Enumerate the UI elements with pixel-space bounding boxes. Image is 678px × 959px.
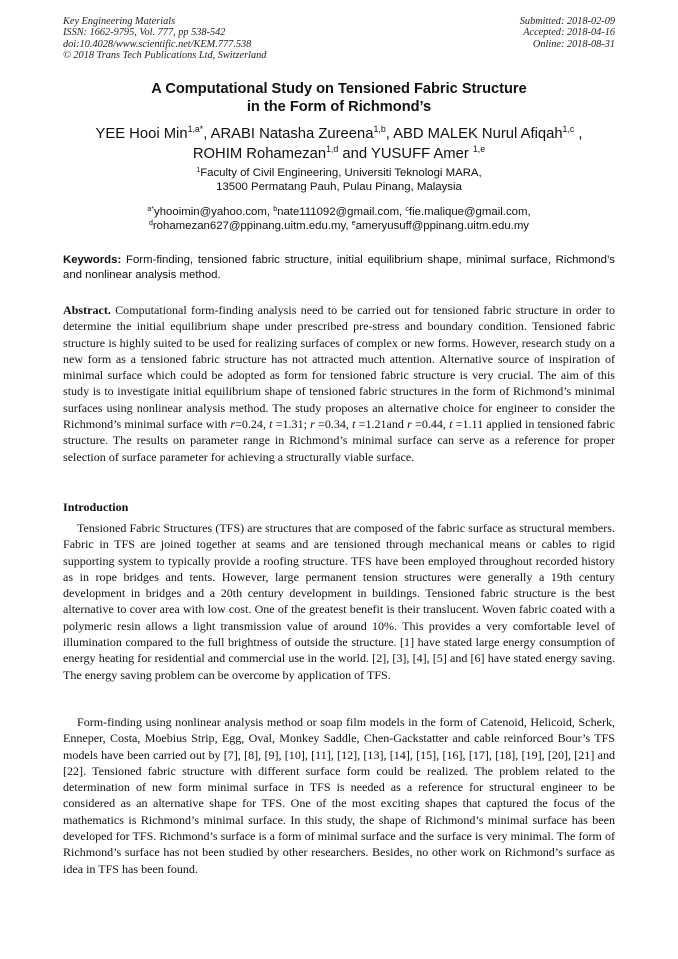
journal-info [63, 16, 266, 61]
intro-paragraph-2: Form-finding using nonlinear analysis method or soap film models in the form of Catenoid, Helicoid, Scherk, Enneper, Costa, Moebius Strip, Egg, Oval, Monkey Saddle, Chen-Gackstatter and cable reinforced Bour’s TFS models have been carried out by [7], [8], [9], [10], [11], [12], [13], [14], [15], [16], [17], [18], [19], [20], [21] and [22]. Tensioned fabric structure with different surface form could be realized. The problem related to the determination of new form minimal surface in TFS is needed as a reference for structural engineer to be considered as an alternative shape for TFS. One of the most exciting shapes that captured the focus of the mathematics is Richmond’s minimal surface. In this study, the shape of Richmond’s minimal surface has been developed for TFS. Richmond’s surface is a form of minimal surface and the surface is very minimal. The form of Richmond’s surface has not been studied by other researchers. Besides, no other work on Richmond’s surface as idea in TFS has been found. [63, 715, 615, 876]
param-value: =0.44, [411, 417, 450, 432]
author-sep: , [203, 126, 211, 142]
param-t: t [352, 417, 356, 432]
param-r: r [310, 417, 315, 432]
param-r: r [230, 417, 236, 432]
param-value: =1.31; [272, 417, 311, 432]
email-c[interactable]: fie.malique@gmail.com, [408, 206, 531, 218]
author-and: and [338, 146, 371, 162]
email-sup: e [351, 220, 356, 227]
keywords [63, 253, 615, 282]
author-name: YUSUFF Amer [370, 146, 473, 162]
doi-line: doi:10.4028/www.scientific.net/KEM.777.538 [63, 38, 252, 50]
copyright-line: © 2018 Trans Tech Publications Ltd, Switzerland [63, 49, 267, 61]
issn-line: ISSN: 1662-9795, Vol. 777, pp 538-542 [63, 27, 226, 39]
author-name: ABD MALEK Nurul Afiqah [393, 126, 563, 142]
paper-title [63, 80, 615, 116]
accepted-date: Accepted: 2018-04-16 [523, 27, 615, 39]
param-t: t [449, 417, 453, 432]
param-value: =0.34, [314, 417, 353, 432]
param-value: =1.21and [355, 417, 408, 432]
email-sup: d [148, 220, 153, 227]
author-sup: 1,a* [187, 124, 204, 134]
title-line-1: A Computational Study on Tensioned Fabric Structure [151, 81, 527, 97]
author-sup: 1,b [373, 124, 386, 134]
submitted-date: Submitted: 2018-02-09 [519, 16, 615, 27]
email-sup: b [273, 206, 278, 213]
author-name: ARABI Natasha Zureena [210, 126, 374, 142]
author-name: ROHIM Rohamezan [192, 146, 327, 162]
author-list [40, 124, 638, 164]
author-sup: 1,c [562, 124, 575, 134]
abstract-label: Abstract. [63, 303, 111, 317]
param-value: =0.24, [235, 417, 270, 432]
abstract [63, 302, 615, 465]
affiliation-line-1: Faculty of Civil Engineering, Universiti Teknologi MARA, [200, 167, 482, 179]
online-date: Online: 2018-08-31 [532, 38, 615, 50]
email-d[interactable]: rohamezan627@ppinang.uitm.edu.my, [152, 220, 352, 232]
affiliation-line-2: 13500 Permatang Pauh, Pulau Pinang, Malaysia [216, 181, 462, 193]
author-sep: , [385, 126, 394, 142]
email-list [63, 205, 615, 233]
journal-name: Key Engineering Materials [63, 16, 176, 27]
intro-paragraph-1: Tensioned Fabric Structures (TFS) are structures that are composed of the fabric surface as structural members. Fabric in TFS are joined together at seams and are tensioned through mechanical means or cables to rigid supporting system to typically provide a roofing structure. TFS have been employed throughout recorded history as in rope bridges and tents. However, large permanent tension structures were generally a 19th century development in bridges and a 20th century development in buildings. Tensioned fabric structure is the best alternative to cover area with low cost. One of the greatest benefit is their translucent. Woven fabric coated with a polymeric resin allows a light transmission value of around 10%. This provides a very comfortable level of illumination compared to the full brightness of outside the structure. [1] have stated large energy consumption of energy heating for residential and commercial use in the world. [2], [3], [4], [5] and [6] have stated energy saving. The energy saving problem can be overcome by application of TFS. [63, 521, 615, 682]
affiliation [63, 166, 615, 194]
param-t: t [269, 417, 273, 432]
affiliation-sup: 1 [196, 167, 201, 174]
email-b[interactable]: nate111092@gmail.com, [277, 206, 406, 218]
author-sup: 1,e [472, 144, 486, 154]
abstract-text-end: =1.11 applied in tensioned fabric structure. The results on parameter range in Richmond’s minimal surface can serve as a reference for proper selection of surface parameter for achieving a structurally viable surface. [63, 417, 615, 464]
author-sup: 1,d [326, 144, 339, 154]
keywords-label: Keywords: [63, 254, 122, 266]
abstract-text: Computational form-finding analysis need to be carried out for tensioned fabric structure in order to determine the initial equilibrium shape under prescribed pre-stress and boundary condition. Tensioned fabric structure is highly suited to be used for realizing surfaces of complex or new forms. However, research study on a new form as a tensioned fabric structure has not attracted much attention. Alternative source of inspiration of minimal surface which could be adopted as form for tensioned fabric structure is very crucial. The aim of this study is to investigate initial equilibrium shape of tensioned fabric structures in the form of Richmond’s minimal surfaces using nonlinear analysis method. The study proposes an alternative choice for engineer to consider the Richmond’s minimal surface with [63, 303, 615, 432]
email-sup: a* [147, 206, 154, 213]
param-r: r [407, 417, 412, 432]
author-name: YEE Hooi Min [95, 126, 188, 142]
title-line-2: in the Form of Richmond’s [246, 99, 432, 115]
email-sup: c [405, 206, 409, 213]
publication-dates [520, 16, 615, 50]
keywords-text: Form-finding, tensioned fabric structure, initial equilibrium shape, minimal surface, Richmond’s and nonlinear analysis method. [63, 254, 615, 281]
author-sep: , [574, 126, 583, 142]
email-e[interactable]: ameryusuff@ppinang.uitm.edu.my [355, 220, 530, 232]
email-a[interactable]: yhooimin@yahoo.com, [154, 206, 274, 218]
section-heading-introduction: Introduction [63, 500, 129, 514]
